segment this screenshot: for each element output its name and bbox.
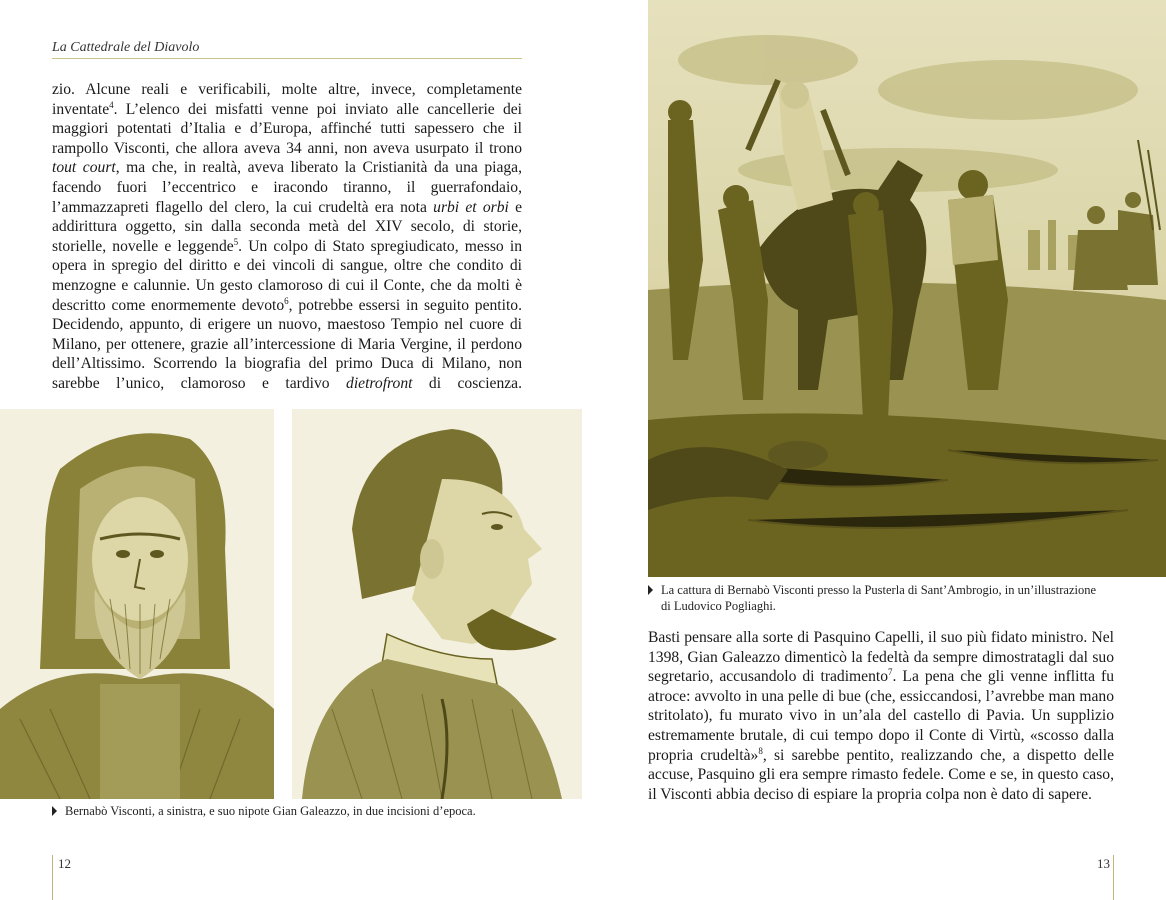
text-run: Basti pensare alla sorte di Pasquino Capelli, il suo più fidato ministro. Nel 1398, Gian Galeazzo dimenticò la fedeltà da sempre dimostratagli dal suo segretario, accusandolo di tradimento: [648, 629, 1114, 686]
footnote-ref: 4: [109, 99, 114, 110]
text-run: zio. Alcune reali e verificabili, molte altre, invece, completamente inventate: [52, 81, 522, 118]
portrait-gian-galeazzo-engraving: [292, 409, 582, 799]
text-run: e addirittura oggetto, sin dalla seconda metà del XIV secolo, di storie, storielle, novelle e leggende: [52, 198, 522, 255]
italic-phrase: tout court: [52, 159, 116, 177]
folio-rule-left: [52, 855, 53, 900]
caption-portraits: [52, 803, 572, 819]
paragraph: [52, 80, 522, 394]
footnote-ref: 8: [758, 745, 763, 756]
illustration-image: [648, 0, 1166, 577]
text-run: , si sarebbe pentito, realizzando che, a dispetto delle accuse, Pasquino gli era sempre rimasto fedele. Come e se, in questo caso, il Visconti abbia deciso di espiare la propria colpa non è dato di sapere.: [648, 746, 1114, 803]
page-number-left: 12: [58, 856, 71, 871]
text-run: . L’elenco dei misfatti venne poi inviato alle cancellerie dei maggiori potentati d’Italia e d’Europa, affinché tutti sapessero che il rampollo Visconti, che allora aveva 34 anni, non aveva usurpato il trono: [52, 100, 522, 157]
footnote-ref: 7: [888, 667, 893, 678]
text-run: . La pena che gli venne inflitta fu atroce: avvolto in una pelle di bue (che, essiccandosi, l’avrebbe man mano stritolato), fu murato vivo in un’ala del castello di Pavia. Un supplizio estremamente brutale, di cui tempo dopo il Conte di Virtù, «scosso dalla propria crudeltà»: [648, 668, 1115, 764]
portrait-bernabo-engraving: [0, 409, 274, 799]
running-head: La Cattedrale del Diavolo: [52, 40, 200, 55]
caption-illustration: [648, 582, 1118, 614]
illustration-capture-of-bernabo: [648, 0, 1166, 577]
engraving-image: [292, 409, 582, 799]
page-number-right: 13: [1097, 856, 1110, 871]
footnote-ref: 5: [233, 236, 239, 247]
text-run: , ma che, in realtà, aveva liberato la Cristianità da una piaga, facendo fuori l’eccentrico e iracondo tiranno, il guerrafondaio, l’ammazzapreti flagello del clero, la cui crudeltà era nota: [52, 159, 523, 216]
right-body-text: [648, 628, 1114, 804]
engraving-image: [0, 409, 274, 799]
left-body-text: [52, 80, 522, 394]
header-rule: [52, 58, 522, 59]
caption-text: La cattura di Bernabò Visconti presso la Pusterla di Sant’Ambrogio, in un’illustrazione: [661, 583, 1097, 597]
footnote-ref: 6: [284, 295, 289, 306]
caption-text: Bernabò Visconti, a sinistra, e suo nipote Gian Galeazzo, in due incisioni d’epoca.: [65, 804, 476, 818]
text-run: , potrebbe essersi in seguito pentito. Decidendo, appunto, di erigere un nuovo, maestoso Tempio nel cuore di Milano, per ottenere, grazie all’intercessione di Maria Vergine, il perdono dell’Altissimo. Scorrendo la biografia del primo Duca di Milano, non sarebbe l’unico, clamoroso e tardivo: [52, 296, 522, 392]
caption-marker-icon: [648, 585, 653, 595]
italic-phrase: urbi et orbi: [433, 198, 509, 216]
text-run: . Un colpo di Stato spregiudicato, messo in opera in spregio del diritto e dei vincoli di sangue, oltre che condito di menzogne e calunnie. Un gesto clamoroso di cui il Conte, che da molti è descritto come enormemente devoto: [52, 237, 522, 314]
caption-marker-icon: [52, 806, 57, 816]
caption-text-continued: di Ludovico Pogliaghi.: [661, 599, 776, 613]
text-run: di coscienza.: [412, 374, 522, 392]
italic-phrase: dietrofront: [346, 374, 413, 392]
folio-rule-right: [1113, 855, 1114, 900]
